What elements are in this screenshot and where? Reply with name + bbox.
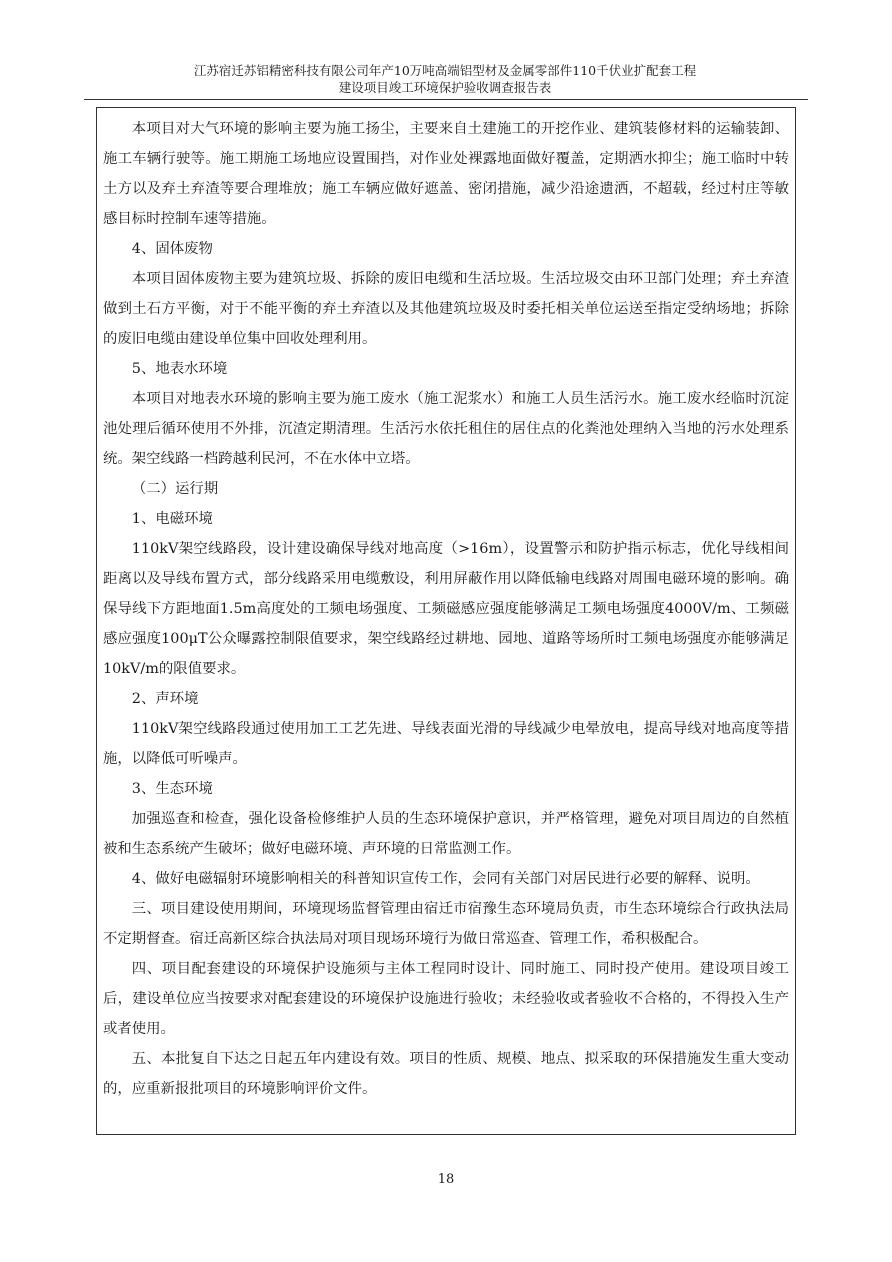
document-body [103, 114, 789, 1104]
header-report-title: 建设项目竣工环境保护验收调查报告表 [338, 80, 552, 95]
heading-electromagnetic: 1、电磁环境 [131, 511, 213, 527]
heading-surface-water: 5、地表水环境 [131, 361, 228, 377]
paragraph-noise: 110kV架空线路段通过使用加工工艺先进、导线表面光滑的导线减少电晕放电，提高导线对地高度等措施，以降低可听噪声。 [103, 721, 789, 767]
paragraph-ecology: 加强巡查和检查，强化设备检修维护人员的生态环境保护意识，并严格管理，避免对项目周边的自然植被和生态系统产生破坏；做好电磁环境、声环境的日常监测工作。 [103, 811, 789, 857]
header-divider [84, 99, 808, 100]
paragraph-publicity: 4、做好电磁辐射环境影响相关的科普知识宣传工作，会同有关部门对居民进行必要的解释、说明。 [131, 871, 760, 887]
heading-operation-period: （二）运行期 [131, 481, 219, 497]
page-number: 18 [437, 1172, 455, 1187]
paragraph-solid-waste: 本项目固体废物主要为建筑垃圾、拆除的废旧电缆和生活垃圾。生活垃圾交由环卫部门处理；弃土弃渣做到土石方平衡，对于不能平衡的弃土弃渣以及其他建筑垃圾及时委托相关单位运送至指定受纳场地；拆除的废旧电缆由建设单位集中回收处理利用。 [103, 271, 789, 347]
heading-solid-waste: 4、固体废物 [131, 241, 213, 257]
header-project-title: 江苏宿迁苏铝精密科技有限公司年产10万吨高端铝型材及金属零部件110千伏业扩配套工程 [193, 63, 697, 78]
paragraph-three-simultaneous: 四、项目配套建设的环境保护设施须与主体工程同时设计、同时施工、同时投产使用。建设项目竣工后，建设单位应当按要求对配套建设的环境保护设施进行验收；未经验收或者验收不合格的，不得投入生产或者使用。 [103, 961, 789, 1037]
heading-ecology: 3、生态环境 [131, 781, 213, 797]
paragraph-supervision: 三、项目建设使用期间，环境现场监督管理由宿迁市宿豫生态环境局负责，市生态环境综合行政执法局不定期督查。宿迁高新区综合执法局对项目现场环境行为做日常巡查、管理工作，希积极配合。 [103, 901, 789, 947]
heading-noise: 2、声环境 [131, 691, 199, 707]
paragraph-validity: 五、本批复自下达之日起五年内建设有效。项目的性质、规模、地点、拟采取的环保措施发生重大变动的，应重新报批项目的环境影响评价文件。 [103, 1051, 789, 1097]
paragraph-electromagnetic: 110kV架空线路段，设计建设确保导线对地高度（>16m），设置警示和防护指示标志，优化导线相间距离以及导线布置方式，部分线路采用电缆敷设，利用屏蔽作用以降低输电线路对周围电磁环境的影响。确保导线下方距地面1.5m高度处的工频电场强度、工频磁感应强度能够满足工频电场强度4000V/m、工频磁感应强度100μT公众曝露控制限值要求，架空线路经过耕地、园地、道路等场所时工频电场强度亦能够满足10kV/m的限值要求。 [103, 541, 789, 677]
paragraph-surface-water: 本项目对地表水环境的影响主要为施工废水（施工泥浆水）和施工人员生活污水。施工废水经临时沉淀池处理后循环使用不外排，沉渣定期清理。生活污水依托租住的居住点的化粪池处理纳入当地的污水处理系统。架空线路一档跨越利民河，不在水体中立塔。 [103, 391, 789, 467]
page-header [82, 62, 808, 96]
paragraph-air: 本项目对大气环境的影响主要为施工扬尘，主要来自土建施工的开挖作业、建筑装修材料的运输装卸、施工车辆行驶等。施工期施工场地应设置围挡，对作业处裸露地面做好覆盖，定期洒水抑尘；施工临时中转土方以及弃土弃渣等要合理堆放；施工车辆应做好遮盖、密闭措施，减少沿途遗洒，不超载，经过村庄等敏感目标时控制车速等措施。 [103, 121, 789, 227]
